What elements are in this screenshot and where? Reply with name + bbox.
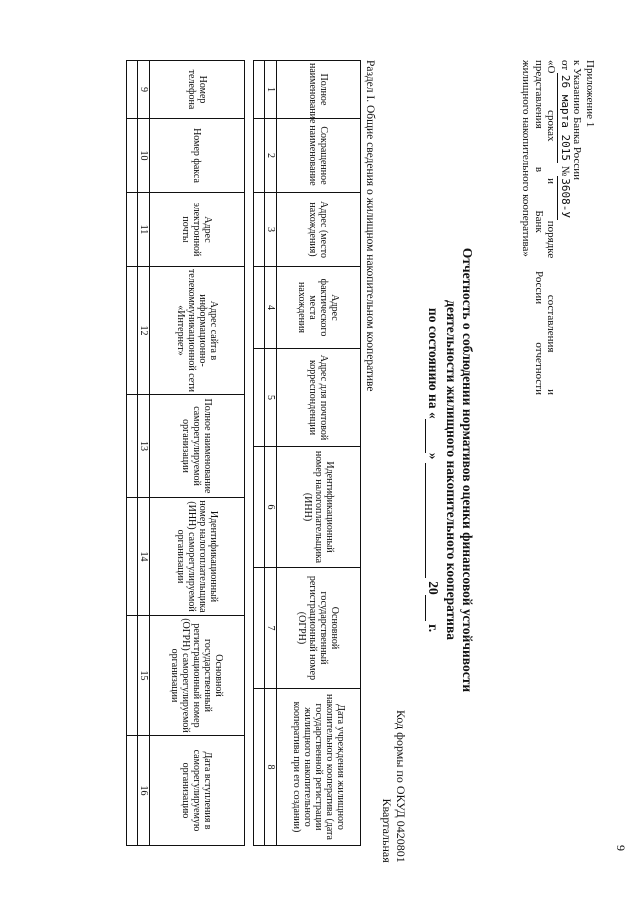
report-title [425,160,475,780]
section-title: Раздел I. Общие сведения о жилищном накопительном кооперативе [364,60,376,392]
data-cell[interactable] [127,119,138,193]
header-cell: Дата учреждения жилищного накопительного кооператива (дата государственной регистрации жилищного накопительного кооператива при его создании) [277,689,361,846]
column-number: 16 [138,736,150,846]
header-cell: Адрес электронной почты [150,193,245,267]
header-cell: Идентификационный номер налогоплательщика (ИНН) саморегулируемой организации [150,498,245,616]
data-cell[interactable] [127,736,138,846]
report-period: Квартальная [380,798,394,863]
column-number: 11 [138,193,150,267]
data-cell[interactable] [254,119,265,193]
header-cell: Полное наименование [277,61,361,119]
general-info-table-2 [126,60,245,846]
year-blank[interactable] [425,595,440,621]
appendix-line-1: Приложение 1 [584,60,596,128]
decree-date: 26 марта 2015 [559,74,572,162]
data-entry-row [127,61,138,846]
data-cell[interactable] [127,61,138,119]
okud-block [380,710,408,863]
header-cell: Номер телефона [150,61,245,119]
data-cell[interactable] [127,395,138,498]
header-cell: Полное наименование саморегулируемой организации [150,395,245,498]
table-header-row [150,61,245,846]
page-number: 9 [614,845,628,851]
data-cell[interactable] [254,568,265,689]
data-cell[interactable] [254,447,265,568]
data-cell[interactable] [127,193,138,267]
column-number: 8 [265,689,277,846]
column-number: 3 [265,193,277,267]
table-header-row [277,61,361,846]
as-of-label: по состоянию на « [426,307,441,419]
appendix-line-5: представления в Банк России отчетности [533,60,545,395]
data-entry-row [254,61,265,846]
appendix-block [520,60,596,395]
header-cell: Основной государственный регистрационный номер (ОГРН) [277,568,361,689]
data-cell[interactable] [254,61,265,119]
day-blank[interactable] [425,419,440,453]
appendix-line-6: жилищного накопительного кооператива» [520,60,533,257]
header-cell: Идентификационный номер налогоплательщика (ИНН) [277,447,361,568]
header-cell: Сокращенное наименование [277,119,361,193]
column-number: 10 [138,119,150,193]
from-label: от [559,60,571,71]
header-cell: Адрес для почтовой корреспонденции [277,349,361,447]
column-number-row [138,61,150,846]
general-info-table-1 [253,60,361,846]
column-number: 5 [265,349,277,447]
title-line-2: деятельности жилищного накопительного кооператива [444,300,459,640]
title-line-1: Отчетность о соблюдении нормативов оценки финансовой устойчивости [460,247,475,693]
column-number: 6 [265,447,277,568]
okud-code: Код формы по ОКУД 0420801 [394,710,408,863]
header-cell: Дата вступления в саморегулируемую организацию [150,736,245,846]
data-cell[interactable] [254,689,265,846]
data-cell[interactable] [127,267,138,395]
column-number-row [265,61,277,846]
column-number: 14 [138,498,150,616]
data-cell[interactable] [127,498,138,616]
header-cell: Адрес сайта в информационно-телекоммуникационной сети «Интернет» [150,267,245,395]
appendix-line-4: «О сроках и порядке составления и [545,60,558,395]
as-of-date-line [425,160,441,780]
quote-close: » [426,452,441,460]
column-number: 1 [265,61,277,119]
column-number: 7 [265,568,277,689]
column-number: 13 [138,395,150,498]
data-cell[interactable] [254,193,265,267]
data-cell[interactable] [127,616,138,736]
header-cell: Адрес фактического места нахождения [277,267,361,349]
column-number: 12 [138,267,150,395]
header-cell: Основной государственный регистрационный номер (ОГРН) саморегулируемой организации [150,616,245,736]
year-prefix: 20 [426,581,441,595]
header-cell: Адрес (место нахождения) [277,193,361,267]
appendix-line-2: к Указанию Банка России [571,60,584,180]
data-cell[interactable] [254,267,265,349]
month-blank[interactable] [425,463,440,578]
appendix-line-3 [558,60,572,395]
column-number: 4 [265,267,277,349]
column-number: 9 [138,61,150,119]
header-cell: Номер факса [150,119,245,193]
year-suffix: г. [426,624,441,633]
column-number: 15 [138,616,150,736]
column-number: 2 [265,119,277,193]
decree-number: 3608-У [559,178,572,219]
number-label: № [559,165,571,177]
data-cell[interactable] [254,349,265,447]
